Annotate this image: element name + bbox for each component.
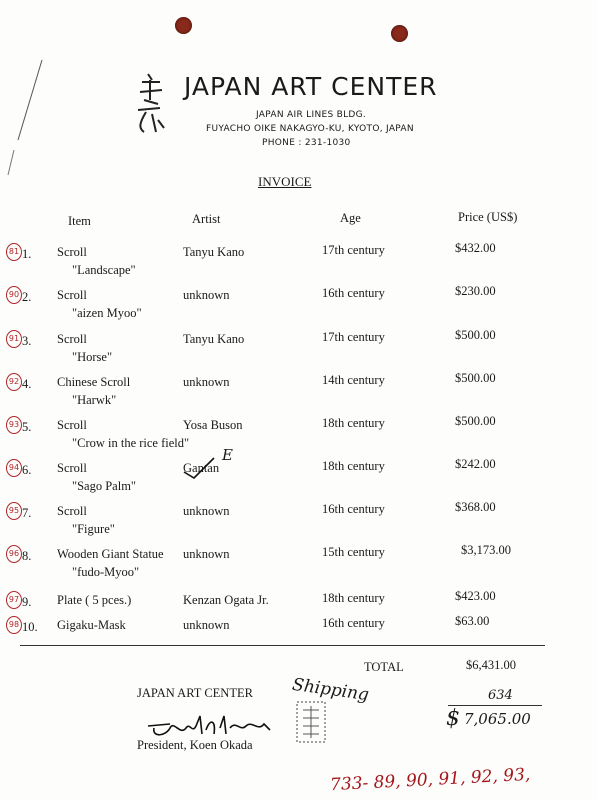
row-item: Scroll xyxy=(57,288,87,302)
row-subtitle: "Landscape" xyxy=(72,263,136,277)
row-price: $3,173.00 xyxy=(461,543,511,557)
row-mark: 95 xyxy=(6,502,22,520)
row-artist: Tanyu Kano xyxy=(183,332,245,346)
row-mark: 91 xyxy=(6,330,22,348)
row-age: 18th century xyxy=(322,591,385,605)
row-price: $230.00 xyxy=(455,284,496,298)
row-number: 8. xyxy=(22,549,32,563)
shipping-underline xyxy=(448,705,542,706)
row-subtitle: "fudo-Myoo" xyxy=(72,565,140,579)
row-number: 2. xyxy=(22,290,32,304)
row-item: Scroll xyxy=(57,418,87,432)
row-price: $242.00 xyxy=(455,457,496,471)
row-item: Gigaku-Mask xyxy=(57,618,126,632)
row-price: $432.00 xyxy=(455,241,496,255)
handwritten-footer-note: 733- 89, 90, 91, 92, 93, xyxy=(329,764,531,796)
row-age: 17th century xyxy=(322,243,385,257)
row-item: Plate ( 5 pces.) xyxy=(57,593,132,607)
row-artist: Yosa Buson xyxy=(183,418,243,432)
row-age: 16th century xyxy=(322,502,385,516)
row-price: $368.00 xyxy=(455,500,496,514)
signature-company: JAPAN ART CENTER xyxy=(137,686,253,700)
row-mark: 98 xyxy=(6,616,22,634)
row-number: 7. xyxy=(22,506,32,520)
column-header-price: Price (US$) xyxy=(458,210,518,224)
total-label: TOTAL xyxy=(364,660,404,674)
column-header-item: Item xyxy=(68,214,91,228)
row-mark: 92 xyxy=(6,373,22,391)
row-price: $500.00 xyxy=(455,414,496,428)
row-artist: unknown xyxy=(183,288,230,302)
row-subtitle: "Figure" xyxy=(72,522,115,536)
row-item: Wooden Giant Statue xyxy=(57,547,164,561)
shipping-label: Shipping xyxy=(290,674,371,706)
row-number: 3. xyxy=(22,334,32,348)
signer-name: President, Koen Okada xyxy=(137,738,253,752)
column-header-age: Age xyxy=(340,211,361,225)
address-line-1: JAPAN AIR LINES BLDG. xyxy=(256,110,367,120)
row-age: 14th century xyxy=(322,373,385,387)
row-item: Scroll xyxy=(57,461,87,475)
grand-total: 7,065.00 xyxy=(464,710,531,728)
seal-stamp xyxy=(295,700,327,744)
row-subtitle: "Crow in the rice field" xyxy=(72,436,190,450)
row-mark: 81 xyxy=(6,243,22,261)
row-artist: Tanyu Kano xyxy=(183,245,245,259)
row-artist: Gantan xyxy=(183,461,220,475)
row-number: 10. xyxy=(22,620,38,634)
row-artist: unknown xyxy=(183,504,230,518)
row-item: Scroll xyxy=(57,245,87,259)
row-mark: 94 xyxy=(6,459,22,477)
row-price: $63.00 xyxy=(455,614,490,628)
signature xyxy=(140,706,320,742)
row-subtitle: "Harwk" xyxy=(72,393,117,407)
calligraphy-logo xyxy=(130,70,170,140)
handwritten-edit-letter: E xyxy=(222,446,233,464)
shipping-value: 634 xyxy=(488,688,513,703)
row-age: 18th century xyxy=(322,459,385,473)
grand-total-symbol: $ xyxy=(446,706,460,731)
row-age: 16th century xyxy=(322,616,385,630)
row-subtitle: "Sago Palm" xyxy=(72,479,137,493)
row-item: Scroll xyxy=(57,332,87,346)
row-item: Chinese Scroll xyxy=(57,375,131,389)
row-price: $500.00 xyxy=(455,328,496,342)
column-header-artist: Artist xyxy=(192,212,221,226)
row-subtitle: "aizen Myoo" xyxy=(72,306,142,320)
row-age: 16th century xyxy=(322,286,385,300)
row-mark: 93 xyxy=(6,416,22,434)
phone-number: PHONE : 231-1030 xyxy=(262,138,351,148)
row-artist: unknown xyxy=(183,547,230,561)
row-mark: 90 xyxy=(6,286,22,304)
row-number: 1. xyxy=(22,247,32,261)
total-divider xyxy=(20,645,545,646)
row-age: 18th century xyxy=(322,416,385,430)
row-number: 5. xyxy=(22,420,32,434)
row-number: 9. xyxy=(22,595,32,609)
row-mark: 97 xyxy=(6,591,22,609)
company-name: JAPAN ART CENTER xyxy=(184,72,438,101)
row-mark: 96 xyxy=(6,545,22,563)
address-line-2: FUYACHO OIKE NAKAGYO-KU, KYOTO, JAPAN xyxy=(206,124,414,134)
row-artist: unknown xyxy=(183,375,230,389)
row-age: 15th century xyxy=(322,545,385,559)
row-item: Scroll xyxy=(57,504,87,518)
row-subtitle: "Horse" xyxy=(72,350,113,364)
invoice-title: INVOICE xyxy=(258,174,312,189)
row-artist: Kenzan Ogata Jr. xyxy=(183,593,269,607)
row-price: $500.00 xyxy=(455,371,496,385)
row-artist: unknown xyxy=(183,618,230,632)
row-age: 17th century xyxy=(322,330,385,344)
row-number: 4. xyxy=(22,377,32,391)
row-number: 6. xyxy=(22,463,32,477)
total-value: $6,431.00 xyxy=(466,658,516,672)
row-price: $423.00 xyxy=(455,589,496,603)
